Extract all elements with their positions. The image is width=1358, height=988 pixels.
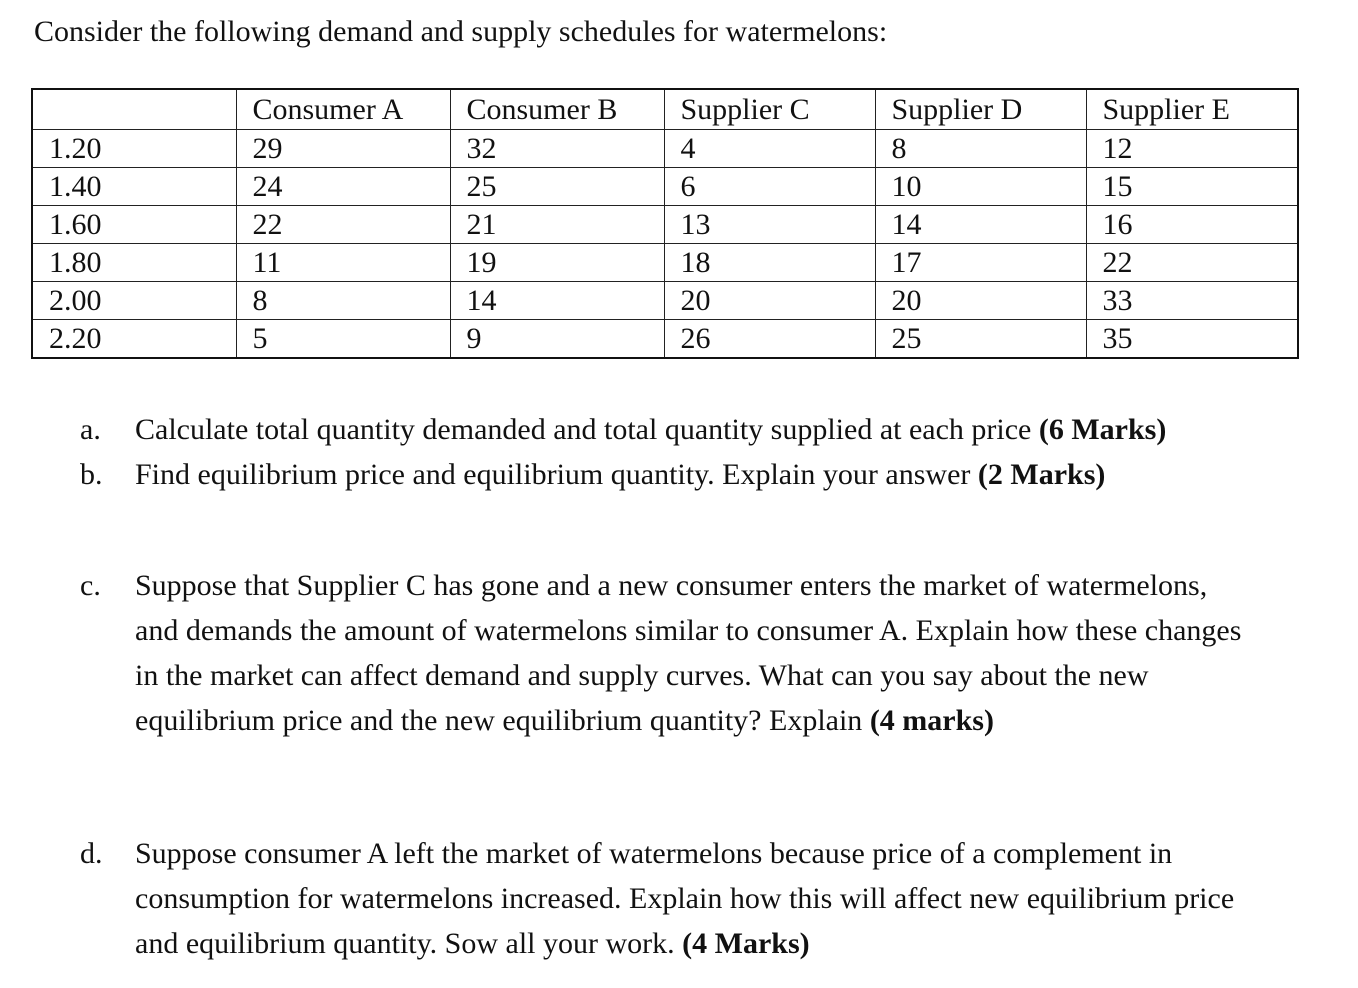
- question-a: [80, 407, 1320, 452]
- table-cell: 19: [450, 244, 664, 282]
- table-row: [32, 282, 1298, 320]
- question-a-marks: (6 Marks): [1038, 413, 1167, 446]
- table-cell: 18: [664, 244, 875, 282]
- table-header-row: [32, 89, 1298, 130]
- table-cell: 20: [664, 282, 875, 320]
- question-d-text: Suppose consumer A left the market of watermelons because price of a complement in consumption for watermelons increased. Explain how this will affect new equilibrium price and equilibrium quantity. Sow all your work.: [135, 837, 1235, 960]
- table-row: [32, 168, 1298, 206]
- table-cell: 21: [450, 206, 664, 244]
- table-cell: 25: [450, 168, 664, 206]
- table-cell: 22: [236, 206, 450, 244]
- table-row: [32, 320, 1298, 359]
- question-d-body: [135, 831, 1275, 966]
- table-cell: 29: [236, 130, 450, 168]
- table-cell: 6: [664, 168, 875, 206]
- header-supplier-e: Supplier E: [1086, 89, 1298, 130]
- question-b-body: [135, 452, 1320, 497]
- table-cell: 20: [875, 282, 1086, 320]
- table-cell: 2.00: [32, 282, 236, 320]
- question-d-marks: (4 Marks): [682, 927, 810, 960]
- table-row: [32, 206, 1298, 244]
- table-cell: 11: [236, 244, 450, 282]
- table-cell: 8: [236, 282, 450, 320]
- table-cell: 12: [1086, 130, 1298, 168]
- intro-text: Consider the following demand and supply schedules for watermelons:: [34, 15, 888, 48]
- header-consumer-a: Consumer A: [236, 89, 450, 130]
- header-supplier-d: Supplier D: [875, 89, 1086, 130]
- question-a-text: Calculate total quantity demanded and total quantity supplied at each price: [135, 413, 1039, 446]
- table-cell: 4: [664, 130, 875, 168]
- table-cell: 15: [1086, 168, 1298, 206]
- table-cell: 33: [1086, 282, 1298, 320]
- schedule-table: [31, 88, 1299, 359]
- question-b-marker: b.: [80, 458, 103, 491]
- table-cell: 14: [875, 206, 1086, 244]
- table-cell: 1.80: [32, 244, 236, 282]
- table-cell: 17: [875, 244, 1086, 282]
- question-a-marker: a.: [80, 413, 101, 446]
- table-cell: 14: [450, 282, 664, 320]
- question-c-marker: c.: [80, 569, 101, 602]
- question-d-marker: d.: [80, 837, 103, 870]
- table-cell: 5: [236, 320, 450, 359]
- question-b-text: Find equilibrium price and equilibrium quantity. Explain your answer: [135, 458, 978, 491]
- table-cell: 10: [875, 168, 1086, 206]
- table-cell: 22: [1086, 244, 1298, 282]
- question-c: [80, 563, 1255, 743]
- table-cell: 1.40: [32, 168, 236, 206]
- table-cell: 1.60: [32, 206, 236, 244]
- table-cell: 1.20: [32, 130, 236, 168]
- question-b-marks: (2 Marks): [977, 458, 1106, 491]
- table-cell: 32: [450, 130, 664, 168]
- table-cell: 2.20: [32, 320, 236, 359]
- table-cell: 26: [664, 320, 875, 359]
- header-price: [32, 89, 236, 130]
- question-c-marks: (4 marks): [869, 704, 994, 737]
- question-d: [80, 831, 1275, 966]
- table-row: [32, 130, 1298, 168]
- header-consumer-b: Consumer B: [450, 89, 664, 130]
- table-cell: 9: [450, 320, 664, 359]
- question-b: [80, 452, 1320, 497]
- table-cell: 35: [1086, 320, 1298, 359]
- table-cell: 8: [875, 130, 1086, 168]
- header-supplier-c: Supplier C: [664, 89, 875, 130]
- question-a-body: [135, 407, 1320, 452]
- table-row: [32, 244, 1298, 282]
- question-c-body: [135, 563, 1255, 743]
- table-cell: 24: [236, 168, 450, 206]
- table-cell: 16: [1086, 206, 1298, 244]
- question-c-text: Suppose that Supplier C has gone and a new consumer enters the market of watermelons, and demands the amount of watermelons similar to consumer A. Explain how these changes in the market can affect demand and supply curves. What can you say about the new equilibrium price and the new equilibrium quantity? Explain: [135, 569, 1242, 737]
- table-cell: 25: [875, 320, 1086, 359]
- table-cell: 13: [664, 206, 875, 244]
